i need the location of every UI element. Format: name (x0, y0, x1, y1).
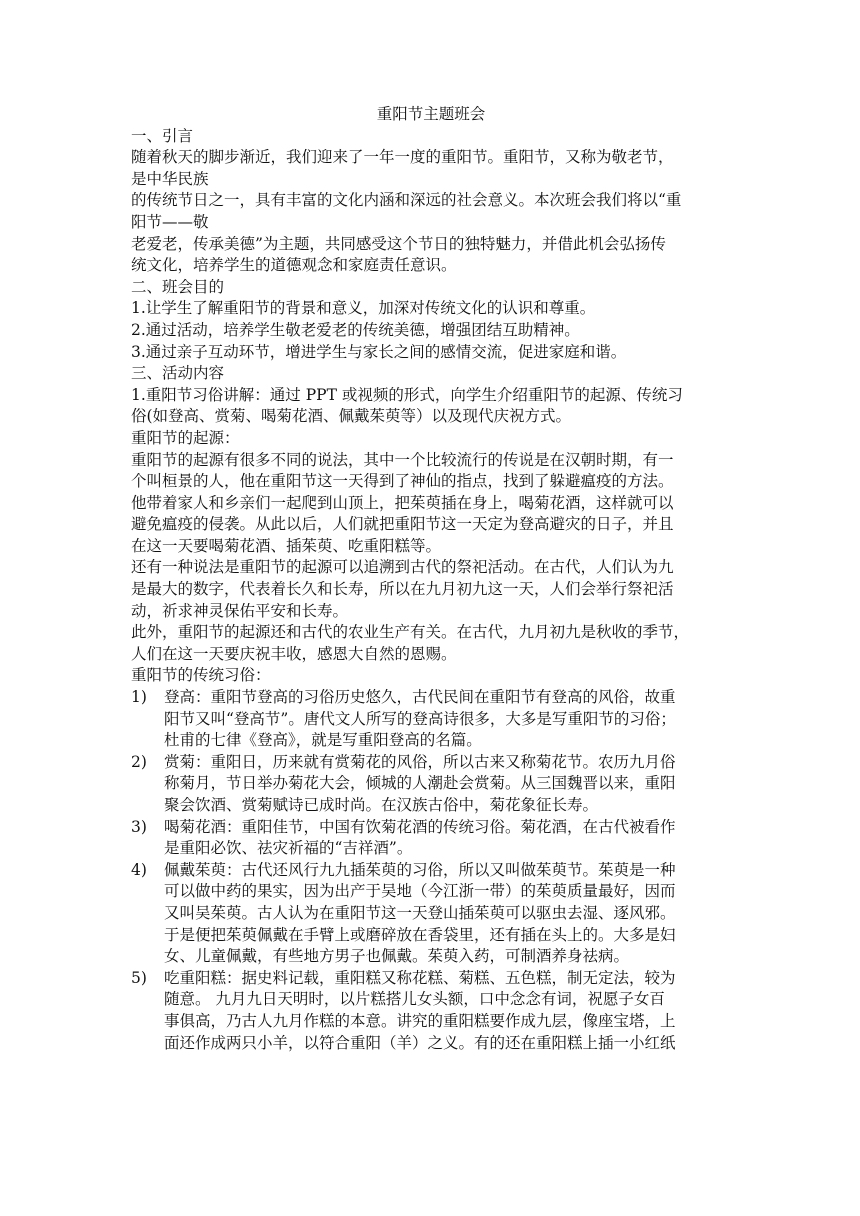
text-line: 重阳节的起源有很多不同的说法，其中一个比较流行的传说是在汉朝时期，有一 (131, 450, 674, 469)
text-line: 动，祈求神灵保佑平安和长寿。 (131, 601, 349, 620)
custom-item-double-ninth-cake (131, 968, 731, 1054)
text-line: 他带着家人和乡亲们一起爬到山顶上，把茱萸插在身上，喝菊花酒，这样就可以 (131, 493, 674, 512)
section-heading-intro: 一、引言 (131, 126, 194, 145)
list-item: 1.让学生了解重阳节的背景和意义，加深对传统文化的认识和尊重。 (131, 299, 596, 318)
text-line: 登高：重阳节登高的习俗历史悠久，古代民间在重阳节有登高的风俗，故重 (164, 688, 676, 707)
origin-paragraph-2 (131, 557, 731, 622)
text-line: 俗(如登高、赏菊、喝菊花酒、佩戴茱萸等）以及现代庆祝方式。 (131, 407, 572, 426)
item-number: 4) (131, 860, 147, 879)
page-title: 重阳节主题班会 (376, 105, 486, 123)
text-line: 喝菊花酒：重阳佳节，中国有饮菊花酒的传统习俗。菊花酒，在古代被看作 (164, 817, 676, 836)
text-line: 事俱高，乃古人九月作糕的本意。讲究的重阳糕要作成九层，像座宝塔，上 (164, 1011, 676, 1030)
list-item: 3.通过亲子互动环节，增进学生与家长之间的感情交流，促进家庭和谐。 (131, 342, 627, 361)
text-line: 称菊月，节日举办菊花大会，倾城的人潮赴会赏菊。从三国魏晋以来，重阳 (164, 774, 676, 793)
text-line: 阳节又叫“登高节”。唐代文人所写的登高诗很多，大多是写重阳节的习俗； (164, 709, 676, 728)
intro-paragraph (131, 147, 731, 277)
text-line: 赏菊：重阳日，历来就有赏菊花的风俗，所以古来又称菊花节。农历九月俗 (164, 752, 676, 771)
text-line: 随意。 九月九日天明时，以片糕搭儿女头额，口中念念有词，祝愿子女百 (164, 990, 665, 1009)
custom-item-chrysanthemum-viewing (131, 752, 731, 817)
section-heading-activities: 三、活动内容 (131, 364, 225, 383)
activities-intro (131, 385, 731, 428)
customs-heading: 重阳节的传统习俗： (131, 666, 271, 685)
item-number: 1) (131, 688, 147, 707)
text-line: 吃重阳糕：据史料记载，重阳糕又称花糕、菊糕、五色糕，制无定法，较为 (164, 968, 676, 987)
text-line: 聚会饮酒、赏菊赋诗已成时尚。在汉族古俗中，菊花象征长寿。 (164, 796, 599, 814)
text-line: 在这一天要喝菊花酒、插茱萸、吃重阳糕等。 (131, 536, 442, 555)
text-line: 避免瘟疫的侵袭。从此以后，人们就把重阳节这一天定为登高避灾的日子，并且 (131, 515, 674, 534)
text-line: 又叫吴茱萸。古人认为在重阳节这一天登山插茱萸可以驱虫去湿、逐风邪。 (164, 903, 676, 922)
text-line: 阳节——敬 (131, 212, 209, 231)
text-line: 的传统节日之一，具有丰富的文化内涵和深远的社会意义。本次班会我们将以“重 (131, 191, 682, 210)
item-number: 5) (131, 968, 147, 987)
text-line: 可以做中药的果实，因为出产于吴地（今江浙一带）的茱萸质量最好，因而 (164, 882, 676, 901)
text-line: 1.重阳节习俗讲解：通过 PPT 或视频的形式，向学生介绍重阳节的起源、传统习 (131, 385, 683, 404)
text-line: 统文化，培养学生的道德观念和家庭责任意识。 (131, 256, 457, 275)
origin-paragraph-1 (131, 450, 731, 558)
list-item: 2.通过活动，培养学生敬老爱老的传统美德，增强团结互助精神。 (131, 320, 580, 339)
text-line: 面还作成两只小羊，以符合重阳（羊）之义。有的还在重阳糕上插一小红纸 (164, 1033, 676, 1052)
custom-item-chrysanthemum-wine (131, 817, 731, 860)
text-line: 人们在这一天要庆祝丰收，感恩大自然的恩赐。 (131, 644, 457, 663)
custom-item-climbing (131, 687, 731, 752)
text-line: 随着秋天的脚步渐近，我们迎来了一年一度的重阳节。重阳节，又称为敬老节， (131, 148, 674, 167)
text-line: 是重阳必饮、祛灾祈福的“吉祥酒”。 (164, 839, 413, 858)
text-line: 还有一种说法是重阳节的起源可以追溯到古代的祭祀活动。在古代，人们认为九 (131, 558, 674, 577)
text-line: 杜甫的七律《登高》，就是写重阳登高的名篇。 (164, 731, 482, 750)
origin-heading: 重阳节的起源： (131, 428, 240, 447)
document-body (131, 104, 731, 1054)
text-line: 佩戴茱萸：古代还风行九九插茱萸的习俗，所以又叫做茱萸节。茱萸是一种 (164, 860, 676, 879)
text-line: 个叫桓景的人，他在重阳节这一天得到了神仙的指点，找到了躲避瘟疫的方法。 (131, 472, 674, 491)
text-line: 是中华民族 (131, 169, 209, 188)
purpose-list (131, 298, 731, 363)
text-line: 是最大的数字，代表着长久和长寿，所以在九月初九这一天，人们会举行祭祀活 (131, 580, 674, 599)
text-line: 于是便把茱萸佩戴在手臂上或磨碎放在香袋里，还有插在头上的。大多是妇 (164, 925, 676, 944)
custom-item-dogwood (131, 860, 731, 968)
origin-paragraph-3 (131, 622, 731, 665)
text-line: 老爱老，传承美德”为主题，共同感受这个节日的独特魅力，并借此机会弘扬传 (131, 234, 666, 253)
item-number: 3) (131, 817, 147, 836)
text-line: 此外，重阳节的起源还和古代的农业生产有关。在古代，九月初九是秋收的季节， (131, 623, 690, 642)
text-line: 女、儿童佩戴，有些地方男子也佩戴。茱萸入药，可制酒养身祛病。 (164, 947, 630, 966)
section-heading-purpose: 二、班会目的 (131, 277, 225, 296)
item-number: 2) (131, 752, 147, 771)
